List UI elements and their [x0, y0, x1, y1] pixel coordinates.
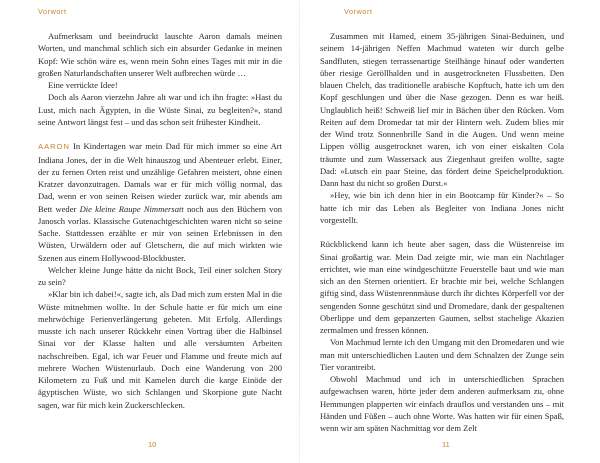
page-number-right: 11 [442, 440, 450, 449]
paragraph: »Hey, wie bin ich denn hier in ein Bootcamp für Kinder?« – So hatte ich mir das Leben als Begleiter von Indiana Jones nicht vorgestellt. [320, 190, 564, 225]
speaker-label: AARON [38, 142, 71, 152]
paragraph: Welcher kleine Junge hätte da nicht Bock, Teil einer solchen Story zu sein? [38, 264, 282, 287]
speaker-text-start: In Kindertagen war mein Dad für mich immer so eine Art Indiana Jones, der in die Welt hinauszog und Abenteuer erlebt. Einer, der zu fernen Orten reist und unzählige Gefahren meistert, ohne einen Kratzer davonzutragen. Damals war er für mich völlig normal, das Dad, wenn er von seinen Reisen wieder zurück war, mir abends am Bett weder [38, 141, 282, 214]
speaker-paragraph [38, 140, 282, 264]
left-page-body [38, 30, 282, 411]
running-head-right: Vorwort [344, 7, 373, 16]
right-page [300, 0, 600, 463]
right-page-body [320, 30, 564, 434]
book-title: Die kleine Raupe Nimmersatt [79, 203, 184, 214]
speaker-text-end: noch aus den Büchern von Janosch vorlas. Klassische Gutenachtgeschichten waren nicht so seine Sache. Stattdessen erzählte er mir von seinen Erlebnissen in den Wüsten, Urwäldern oder auf Gletschern, die auf mich wirkten wie Szenen aus einem Hollywood-Blockbuster. [38, 203, 282, 263]
paragraph: Obwohl Machmud und ich in unterschiedlichen Sprachen aufgewachsen waren, hörte jeder dem anderen aufmerksam zu, ohne Hemmungen plapperten wir einfach drauflos und verstanden uns – mit Händen und Füßen – auch ohne Worte. Was hatten wir für einen Spaß, wenn wir am späten Nachmittag vor dem Zelt [320, 374, 564, 433]
paragraph: Aufmerksam und beeindruckt lauschte Aaron damals meinen Worten, und manchmal schlich sich ein absurder Gedanke in meinen Kopf: Wie schön wäre es, wenn mein Sohn eines Tages mit mir in die großen Naturlandschaften unserer Welt aufbrechen würde … [38, 31, 282, 78]
running-head-left: Vorwort [38, 7, 67, 16]
paragraph: »Klar bin ich dabei!«, sagte ich, als Dad mich zum ersten Mal in die Wüste mitnehmen wollte. In der Schule hatte er für mich um eine mehrwöchige Ferienverlängerung gebeten. Mit Erfolg. Allerdings musste ich nach unserer Rückkehr einen Vortrag über die Halbinsel Sinai vor der Klasse halten und alle versäumten Arbeiten nachschreiben. Egal, ich war Feuer und Flamme und freute mich auf mehrere Wochen Wüstenurlaub. Doch eine Wanderung von 200 Kilometern zu Fuß und mit Kamelen durch die karge Einöde der ägyptischen Wüste, wo sich Schlangen und Skorpione gute Nacht sagen, war für mich kein Zuckerschlecken. [38, 289, 282, 410]
paragraph: Eine verrückte Idee! [48, 80, 118, 90]
paragraph: Rückblickend kann ich heute aber sagen, dass die Wüstenreise im Sinai großartig war. Mein Dad zeigte mir, wie man ein Nachtlager errichtet, wie man eine windgeschützte Feuerstelle baut und wie man sich an den Sternen orientiert. Er brachte mir bei, welche Schlangen giftig sind, dass Wüstenrennmäuse durch ihr dichtes Körperfell vor der sengenden Sonne geschützt sind und Dromedare, dank der gespaltenen Oberlippe und dem gepanzerten Gaumen, selbst stachelige Akazien zermalmen und fressen können. [320, 239, 564, 335]
paragraph: Von Machmud lernte ich den Umgang mit den Dromedaren und wie man mit unterschiedlichen Lauten und dem Schnalzen der Zunge sein Tier vorantreibt. [320, 337, 564, 372]
paragraph: Doch als Aaron vierzehn Jahre alt war und ich ihn fragte: »Hast du Lust, mich nach Ägypten, in die Wüste Sinai, zu begleiten?«, stand seine Antwort längst fest – und das schon seit frühester Kindheit. [38, 92, 282, 127]
page-number-left: 10 [148, 440, 157, 449]
paragraph: Zusammen mit Hamed, einem 35-jährigen Sinai-Beduinen, und seinem 14-jährigen Neffen Machmud wateten wir durch gelbe Sandfluten, stiegen terrassenartige Steilhänge hinauf oder wanderten über riesige Geröllhalden und in ausgetrockneten Flussbetten. Den blauen Chelch, das traditionelle arabische Kopftuch, hatte ich um den Kopf geschlungen und über die Nase gezogen. Denn es war heiß. Unglaublich heiß! Schweiß lief mir in Bächen über den Rücken. Vom Reiten auf dem Dromedar tat mir der Hintern weh. Zudem blies mir der Wind trotz Sonnenbrille Sand in die Augen. Und wenn meine Lippen völlig ausgetrocknet waren, ich von einer eiskalten Cola träumte und zum Wassersack aus Ziegenhaut greifen wollte, sagte Dad: »Lutsch ein paar Steine, das fördert deine Speichelproduktion. Dann hast du nicht so großen Durst.« [320, 31, 564, 188]
